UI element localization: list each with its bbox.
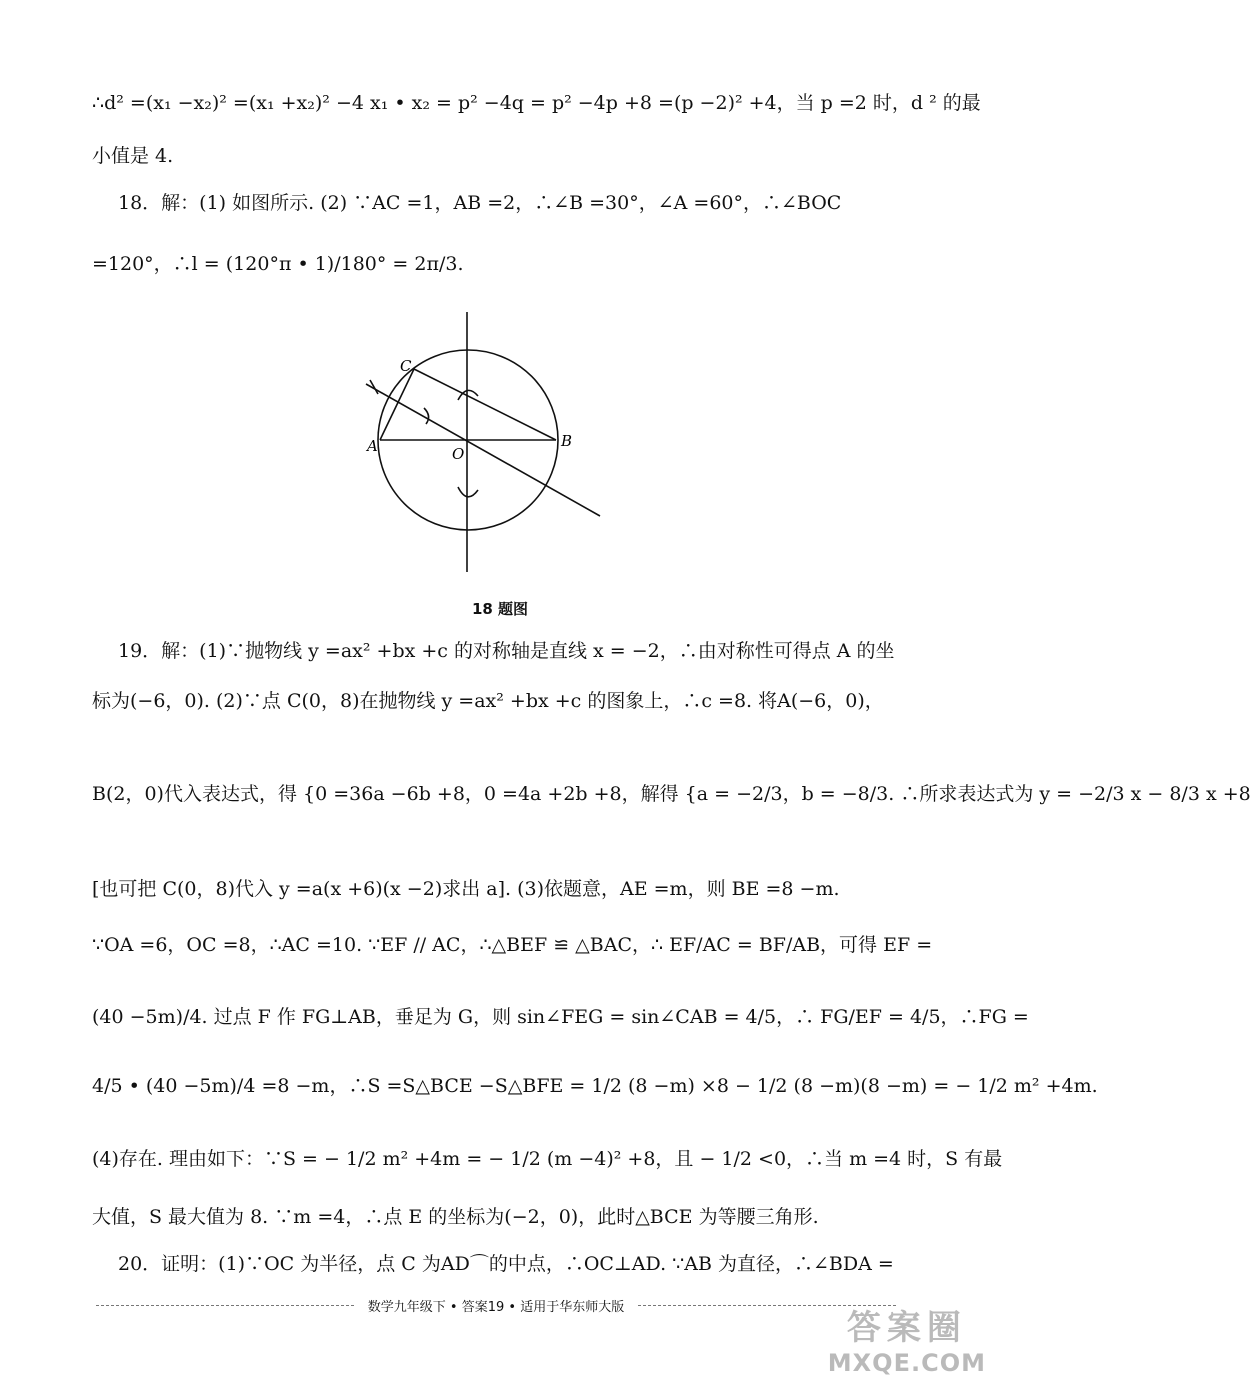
text-line-8: [也可把 C(0，8)代入 y =a(x +6)(x −2)求出 a]. (3)依题意，AE =m，则 BE =8 −m. (92, 878, 840, 900)
text-line-4: =120°，∴l = (120°π • 1)/180° = 2π/3. (92, 253, 464, 275)
arc-mark-bottom (458, 487, 478, 497)
text-line-12: (4)存在. 理由如下：∵S = − 1/2 m² +4m = − 1/2 (m −4)² +8，且 − 1/2 <0，∴当 m =4 时，S 有最 (92, 1148, 1003, 1170)
text-line-7: B(2，0)代入表达式，得 {0 =36a −6b +8，0 =4a +2b +8，解得 {a = −2/3，b = −8/3. ∴所求表达式为 y = −2/3 x − 8/3 x +8 (92, 783, 1251, 805)
watermark-logo: 答案圈 (846, 1308, 967, 1348)
text-line-10: (40 −5m)/4. 过点 F 作 FG⊥AB，垂足为 G，则 sin∠FEG = sin∠CAB = 4/5，∴ FG/EF = 4/5，∴FG = (92, 1006, 1029, 1028)
text-line-11: 4/5 • (40 −5m)/4 =8 −m，∴S =S△BCE −S△BFE = 1/2 (8 −m) ×8 − 1/2 (8 −m)(8 −m) = − 1/2 m² +4m. (92, 1075, 1098, 1097)
figure-caption: 18 题图 (471, 600, 529, 618)
label-c: C (400, 357, 412, 375)
text-line-3: 18．解：(1) 如图所示. (2) ∵AC =1，AB =2，∴∠B =30°，∠A =60°，∴∠BOC (118, 192, 842, 214)
page-footer (96, 1296, 896, 1315)
text-line-5: 19．解：(1)∵抛物线 y =ax² +bx +c 的对称轴是直线 x = −2，∴由对称性可得点 A 的坐 (118, 640, 895, 662)
geometry-figure-18 (340, 300, 640, 590)
label-b: B (561, 432, 573, 450)
text-line-2: 小值是 4. (92, 145, 174, 167)
text-line-1: ∴d² =(x₁ −x₂)² =(x₁ +x₂)² −4 x₁ • x₂ = p² −4q = p² −4p +8 =(p −2)² +4，当 p =2 时，d ² 的最 (92, 92, 981, 114)
watermark (828, 1300, 986, 1377)
text-line-14: 20．证明：(1)∵OC 为半径，点 C 为AD⌒的中点，∴OC⊥AD. ∵AB 为直径，∴∠BDA = (118, 1253, 894, 1275)
text-line-9: ∵OA =6，OC =8，∴AC =10. ∵EF // AC，∴△BEF ≌ △BAC，∴ EF/AC = BF/AB，可得 EF = (92, 934, 933, 956)
label-a: A (367, 437, 378, 455)
label-o: O (452, 445, 465, 463)
footer-text: 数学九年级下 • 答案19 • 适用于华东师大版 (367, 1300, 625, 1315)
footer-dots-left (96, 1305, 354, 1306)
arc-mark-left-2 (424, 408, 429, 424)
watermark-url: MXQE.COM (827, 1349, 986, 1377)
text-line-6: 标为(−6，0). (2)∵点 C(0，8)在抛物线 y =ax² +bx +c 的图象上，∴c =8. 将A(−6，0)， (92, 690, 884, 712)
text-line-13: 大值，S 最大值为 8. ∵m =4，∴点 E 的坐标为(−2，0)，此时△BCE 为等腰三角形. (92, 1206, 819, 1228)
